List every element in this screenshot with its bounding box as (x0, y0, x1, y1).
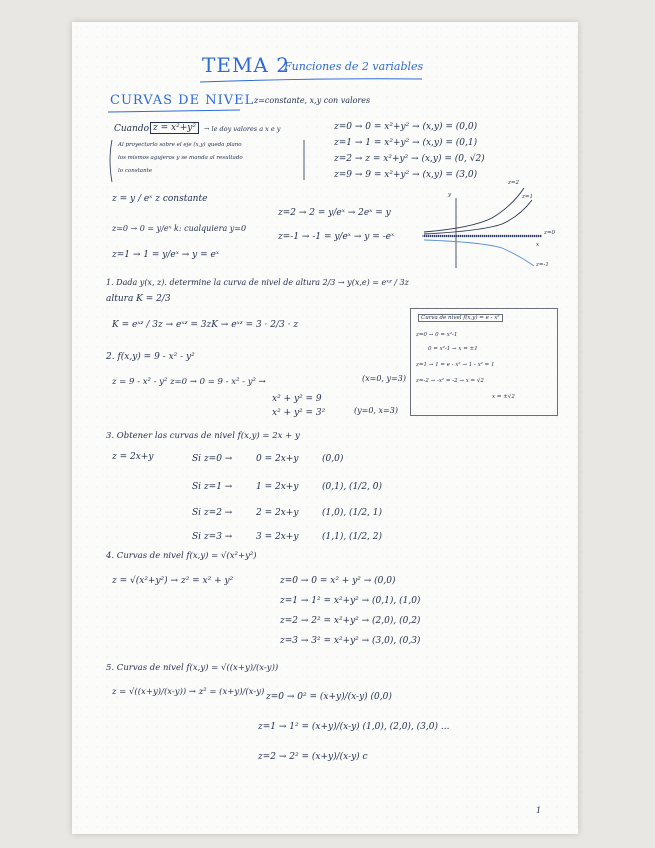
ex3-row-2-pts: (0,1), (1/2, 0) (322, 482, 383, 492)
intro-right-2: z=1 → 1 = x²+y² → (x,y) = (0,1) (334, 138, 478, 148)
side-box-line-5: x = ±√2 (492, 394, 515, 400)
exp-z0: z=0 → 0 = y/eˣ k: cualquiera y=0 (112, 224, 247, 233)
ex1-line-3: K = eˣᶻ / 3z → eˣᶻ = 3zK → eˣᶻ = 3 · 2/3 · z (112, 320, 299, 330)
page-title: TEMA 2 (202, 53, 290, 77)
exp-zm1: z=-1 → -1 = y/eˣ → y = -eˣ (278, 232, 395, 242)
bracket-line-3: lo constante (118, 168, 153, 174)
exp-definition: z = y / eˣ z constante (112, 194, 208, 204)
ex2-line-4: x² + y² = 3² (272, 408, 326, 418)
intro-right-1: z=0 → 0 = x²+y² → (x,y) = (0,0) (334, 122, 478, 132)
cuando-label: Cuando (114, 124, 150, 134)
ex2-line-1: 2. f(x,y) = 9 - x² - y² (106, 352, 195, 362)
ex5-row-3: z=2 → 2² = (x+y)/(x-y) c (258, 752, 368, 762)
ex3-line-1: 3. Obtener las curvas de nivel f(x,y) = 2x + y (106, 431, 300, 441)
graph-label-z1: z=1 (522, 194, 534, 200)
ex4-row-2: z=1 → 1² = x²+y² → (0,1), (1,0) (280, 596, 421, 606)
boxed-equation: z = x²+y² (150, 122, 199, 134)
exp-z2: z=2 → 2 = y/eˣ → 2eˣ = y (278, 208, 391, 218)
ex3-definition: z = 2x+y (112, 452, 154, 462)
cuando-rest: → le doy valores a x e y (204, 125, 281, 133)
ex4-row-4: z=3 → 3² = x²+y² → (3,0), (0,3) (280, 636, 421, 646)
ex4-line-1: 4. Curvas de nivel f(x,y) = √(x²+y²) (106, 551, 257, 561)
level-curves-graph (72, 22, 578, 322)
ex3-row-1-pts: (0,0) (322, 454, 344, 464)
intro-right-3: z=2 → z = x²+y² → (x,y) = (0, √2) (334, 154, 485, 164)
ex3-row-1-cond: Si z=0 → (192, 454, 233, 464)
ex5-row-1: z=0 → 0² = (x+y)/(x-y) (0,0) (266, 692, 392, 702)
ex3-row-4-cond: Si z=3 → (192, 532, 233, 542)
side-box-line-1: z=0 → 0 = x²-1 (416, 332, 458, 338)
ex3-row-3-pts: (1,0), (1/2, 1) (322, 508, 383, 518)
ex2-solution-2: (y=0, x=3) (354, 406, 398, 415)
graph-label-y: y (448, 192, 452, 198)
side-box-line-2: 0 = x²-1 → x = ±1 (428, 346, 478, 352)
ex2-line-2: z = 9 - x² - y² z=0 → 0 = 9 - x² - y² → (112, 377, 266, 387)
ex3-row-3-eq: 2 = 2x+y (256, 508, 299, 518)
graph-label-z2: z=2 (508, 180, 520, 186)
curve-zm1 (424, 240, 534, 266)
ex3-row-3-cond: Si z=2 → (192, 508, 233, 518)
ex3-row-1-eq: 0 = 2x+y (256, 454, 299, 464)
ex3-row-4-eq: 3 = 2x+y (256, 532, 299, 542)
ex5-definition: z = √((x+y)/(x-y)) → z² = (x+y)/(x-y) (112, 687, 265, 697)
side-box-line-4: z=-2 → -x² = -2 → x = √2 (416, 378, 484, 384)
ex3-row-2-eq: 1 = 2x+y (256, 482, 299, 492)
page-subtitle: Funciones de 2 variables (284, 60, 424, 73)
exp-z1: z=1 → 1 = y/eˣ → y = eˣ (112, 250, 220, 260)
ex5-row-2: z=1 → 1² = (x+y)/(x-y) (1,0), (2,0), (3,0) ... (258, 722, 450, 732)
curve-z1 (424, 200, 532, 234)
ex4-row-3: z=2 → 2² = x²+y² → (2,0), (0,2) (280, 616, 421, 626)
ex1-line-2: altura K = 2/3 (106, 294, 171, 304)
notebook-page (72, 22, 578, 834)
graph-label-z0: z=0 (544, 230, 556, 236)
ex4-row-1: z=0 → 0 = x² + y² → (0,0) (280, 576, 396, 586)
section-heading: CURVAS DE NIVEL (110, 93, 255, 108)
intro-right-4: z=9 → 9 = x²+y² → (x,y) = (3,0) (334, 170, 478, 180)
page-number: 1 (536, 806, 542, 815)
curve-z2 (424, 188, 524, 232)
ex3-row-4-pts: (1,1), (1/2, 2) (322, 532, 383, 542)
ex3-row-2-cond: Si z=1 → (192, 482, 233, 492)
ex5-line-1: 5. Curvas de nivel f(x,y) = √((x+y)/(x-y)) (106, 663, 279, 673)
ex4-definition: z = √(x²+y²) → z² = x² + y² (112, 576, 234, 586)
section-note: z=constante, x,y con valores (254, 96, 371, 105)
graph-label-x: x (536, 242, 540, 248)
bracket-line-2: los mismos agujeros y se manda al resultado (118, 155, 243, 161)
ex1-line-1: 1. Dada y(x, z). determine la curva de nivel de altura 2/3 → y(x,e) = eˣᶻ / 3z (106, 278, 409, 287)
side-box-title: Curva de nivel f(x,y) = e - x² (418, 314, 503, 322)
bracket-line-1: Al proyectarlo sobre el eje (x,y) queda plano (118, 142, 242, 148)
ex2-line-3: x² + y² = 9 (272, 394, 322, 404)
ex2-solution-1: (x=0, y=3) (362, 374, 406, 383)
graph-label-zm1: z=-1 (536, 262, 549, 268)
side-box-line-3: z=1 → 1 = e - x² → 1 - x² = 1 (416, 362, 495, 368)
